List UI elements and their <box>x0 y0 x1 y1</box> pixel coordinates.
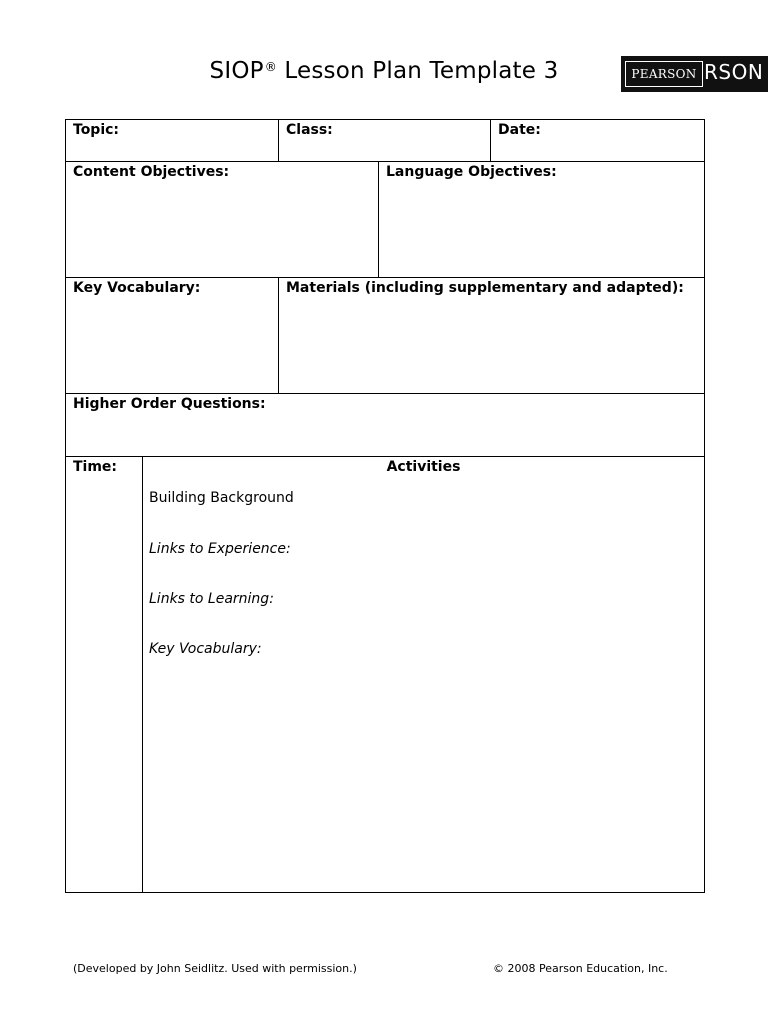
materials-field[interactable] <box>279 278 705 394</box>
pearson-logo-large-text: RSON <box>704 60 764 84</box>
time-label: Time: <box>73 459 118 475</box>
language-objectives-field[interactable] <box>379 162 705 278</box>
language-objectives-label: Language Objectives: <box>386 164 557 180</box>
activities-field[interactable] <box>143 457 705 893</box>
activities-area <box>143 457 704 892</box>
pearson-logo-box: PEARSON <box>625 61 703 87</box>
lesson-plan-form <box>65 119 705 893</box>
materials-label: Materials (including supplementary and adapted): <box>286 280 684 296</box>
higher-order-questions-label: Higher Order Questions: <box>73 396 266 412</box>
footer-copyright: © 2008 Pearson Education, Inc. <box>493 962 668 975</box>
date-label: Date: <box>498 122 541 138</box>
content-objectives-field[interactable] <box>66 162 379 278</box>
topic-label: Topic: <box>73 122 120 138</box>
key-vocabulary-field[interactable] <box>66 278 279 394</box>
pearson-logo <box>621 56 768 92</box>
class-field[interactable] <box>279 120 491 162</box>
activities-heading: Activities <box>386 459 461 475</box>
activity-key-vocabulary-label: Key Vocabulary: <box>149 641 262 657</box>
topic-field[interactable] <box>66 120 279 162</box>
footer-credit: (Developed by John Seidlitz. Used with permission.) <box>73 962 357 975</box>
content-objectives-label: Content Objectives: <box>73 164 230 180</box>
time-column[interactable] <box>66 457 143 893</box>
title-rest: Lesson Plan Template 3 <box>276 58 559 84</box>
registered-mark: ® <box>264 60 277 74</box>
higher-order-questions-field[interactable] <box>66 394 705 457</box>
building-background-label: Building Background <box>149 490 294 506</box>
title-siop: SIOP <box>209 58 264 84</box>
key-vocabulary-label: Key Vocabulary: <box>73 280 201 296</box>
date-field[interactable] <box>491 120 705 162</box>
class-label: Class: <box>286 122 333 138</box>
links-to-learning-label: Links to Learning: <box>149 591 274 607</box>
links-to-experience-label: Links to Experience: <box>149 541 291 557</box>
